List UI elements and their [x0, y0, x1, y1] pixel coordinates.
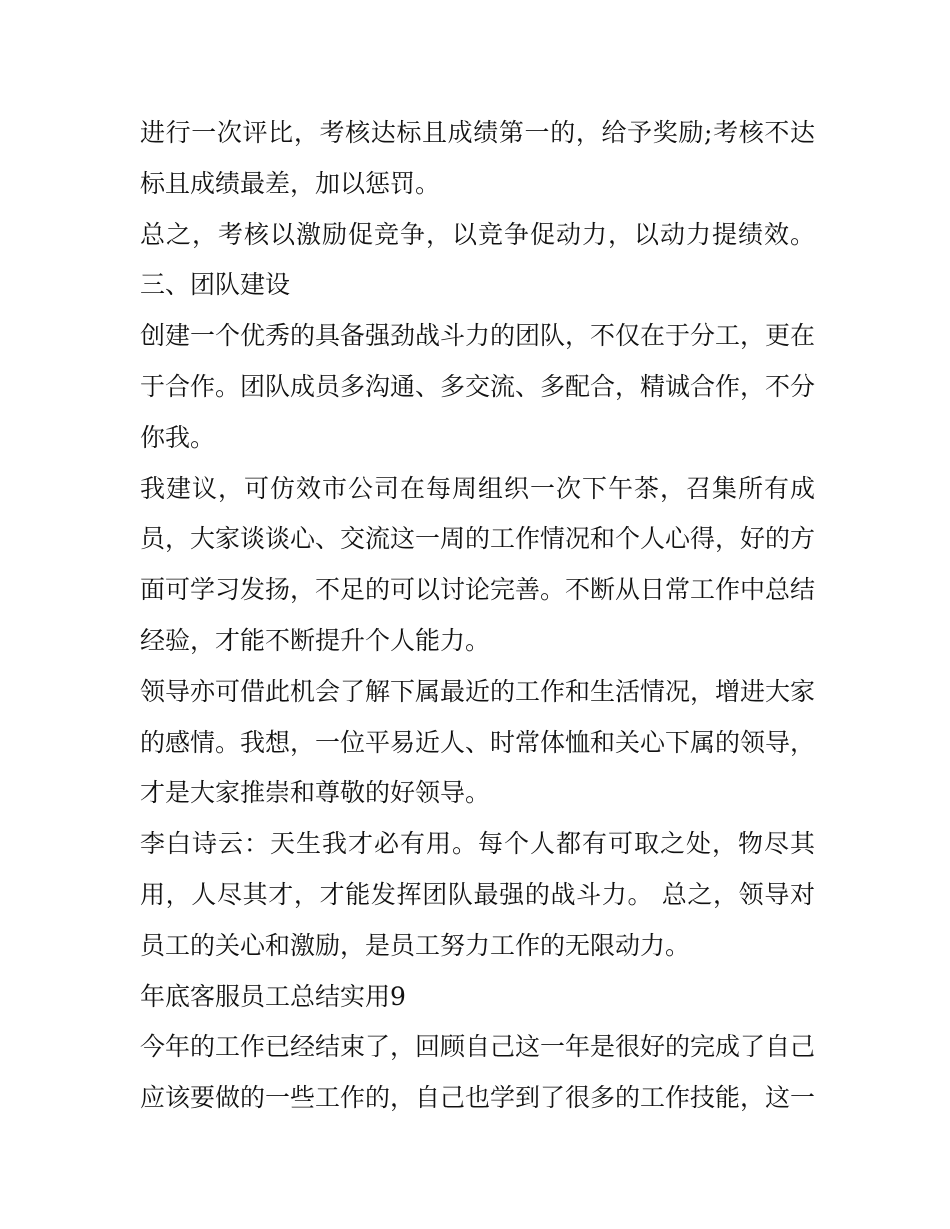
text-line: 总之，考核以激励促竞争，以竞争促动力，以动力提绩效。 [140, 219, 815, 249]
text-line: 李白诗云：天生我才必有用。每个人都有可取之处，物尽其 [140, 829, 815, 859]
text-line: 用，人尽其才，才能发挥团队最强的战斗力。 总之，领导对 [140, 879, 815, 909]
document-body [140, 108, 815, 1124]
text-line: 你我。 [140, 422, 216, 452]
text-line: 才是大家推崇和尊敬的好领导。 [140, 778, 491, 808]
text-line: 的感情。我想，一位平易近人、时常体恤和关心下属的领导， [140, 727, 816, 757]
section-heading: 年底客服员工总结实用9 [140, 981, 406, 1011]
text-line: 经验，才能不断提升个人能力。 [140, 625, 491, 655]
text-line: 创建一个优秀的具备强劲战斗力的团队，不仅在于分工，更在 [140, 321, 816, 351]
text-line: 领导亦可借此机会了解下属最近的工作和生活情况，增进大家 [140, 676, 816, 706]
text-line: 标且成绩最差，加以惩罚。 [140, 168, 441, 198]
text-line: 进行一次评比，考核达标且成绩第一的，给予奖励;考核不达 [140, 118, 815, 147]
text-line: 应该要做的一些工作的，自己也学到了很多的工作技能，这一 [140, 1083, 816, 1113]
text-line: 我建议，可仿效市公司在每周组织一次下午茶，召集所有成 [140, 473, 815, 503]
text-line: 今年的工作已经结束了，回顾自己这一年是很好的完成了自己 [140, 1032, 816, 1062]
text-line: 面可学习发扬，不足的可以讨论完善。不断从日常工作中总结 [140, 575, 816, 605]
section-heading: 三、团队建设 [140, 270, 291, 300]
text-line: 员工的关心和激励，是员工努力工作的无限动力。 [140, 930, 691, 960]
text-line: 员，大家谈谈心、交流这一周的工作情况和个人心得，好的方 [140, 524, 816, 554]
text-line: 于合作。团队成员多沟通、多交流、多配合，精诚合作，不分 [140, 371, 816, 401]
